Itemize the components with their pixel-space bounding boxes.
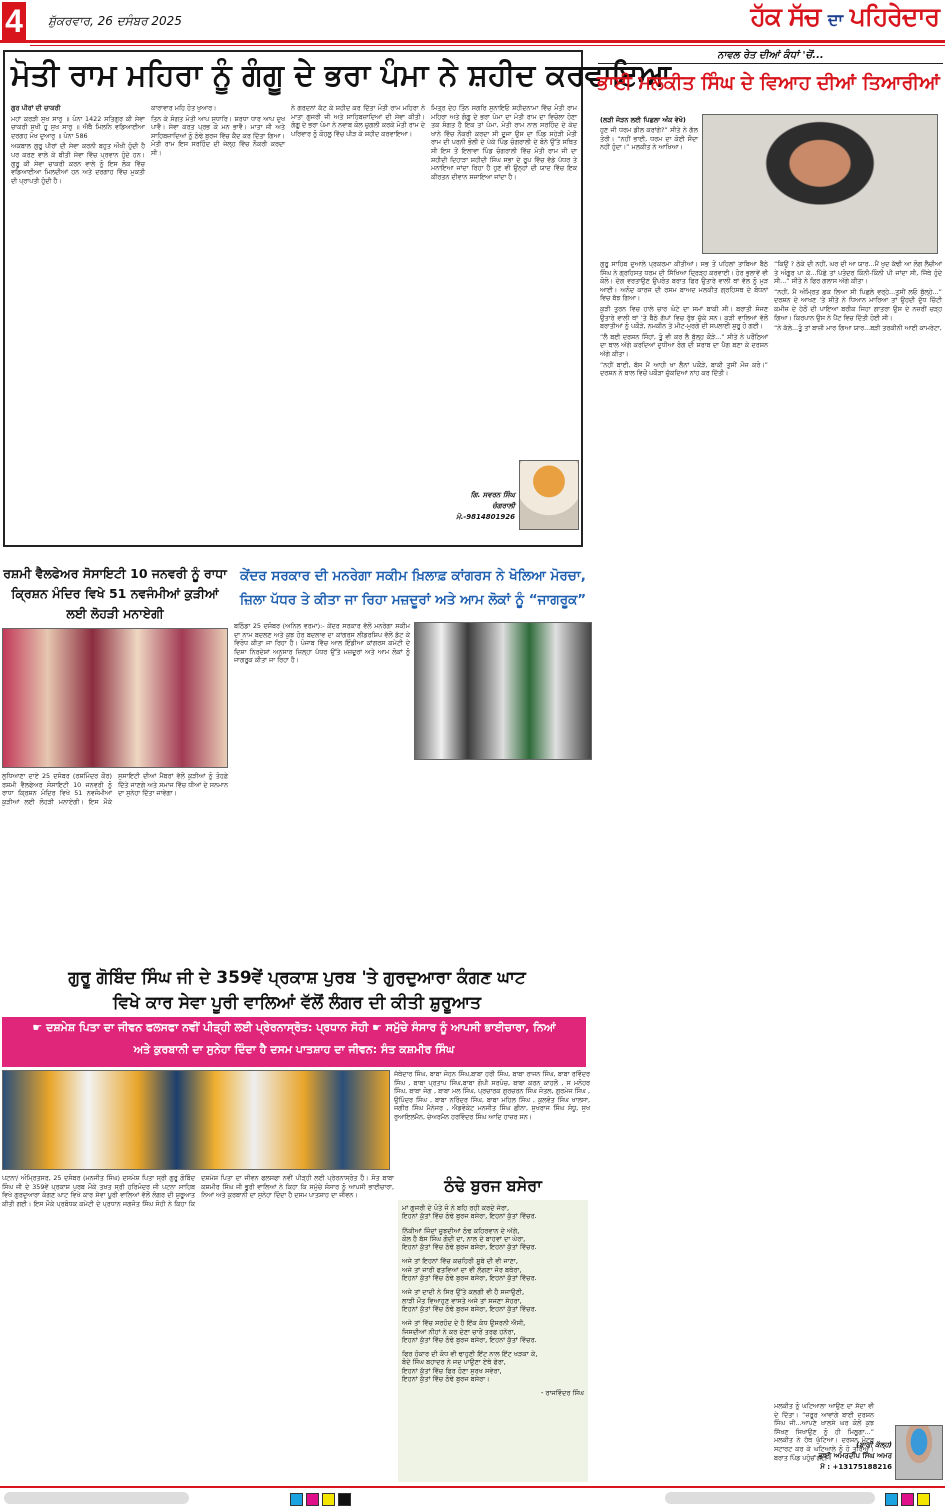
poem-line: ਨਿੱਕੀਆਂ ਜਿੰਦਾਂ ਜੂਝਦੀਆਂ ਠੰਢ ਕਹਿਰਵਾਨ ਦੇ ਅੱਗੇ, [402, 1226, 520, 1235]
poem-author: - ਰਾਜਵਿੰਦਰ ਸਿੰਘ [541, 1389, 584, 1398]
novel-byline [776, 1440, 892, 1473]
mnrega-body: ਬਠਿੰਡਾ 25 ਦਸੰਬਰ (ਅਨਿਲ ਵਰਮਾ):- ਕੇਂਦਰ ਸਰਕਾਰ ਵੱਲੋਂ ਮਨਰੇਗਾ ਸਕੀਮ ਦਾ ਨਾਮ ਬਦਲਣ ਅਤੇ ਕੁਝ ਹੋਰ ਬਦਲਾਵ ਦਾ ਕਾਂਗਰਸ ਲੀਡਰਸ਼ਿਪ ਵੱਲੋਂ ਡੱਟ ਕੇ ਵਿਰੋਧ ਕੀਤਾ ਜਾ ਰਿਹਾ ਹੈ। ਪੰਜਾਬ ਵਿੱਚ ਆਲ ਇੰਡੀਆ ਕਾਂਗਰਸ ਕਮੇਟੀ ਦੇ ਦਿਸ਼ਾ ਨਿਰਦੇਸ਼ਾਂ ਅਨੁਸਾਰ ਜ਼ਿਲ੍ਹਾ ਪੱਧਰ ਉੱਤੇ ਮਜ਼ਦੂਰਾਂ ਅਤੇ ਆਮ ਲੋਕਾਂ ਨੂੰ ਜਾਗਰੂਕ ਕੀਤਾ ਜਾ ਰਿਹਾ ਹੈ। [234, 622, 410, 665]
novel-col-1 [600, 260, 768, 1400]
gurpurab-side-text: ਜੱਥੇਦਾਰ ਸਿੰਘ, ਬਾਬਾ ਜੋਹਨ ਸਿੰਘ,ਬਾਬਾ ਹਰੀ ਸਿੰਘ, ਬਾਬਾ ਰਾਜਨ ਸਿੰਘ, ਬਾਬਾ ਰਵਿੰਦਰ ਸਿੰਘ , ਬਾਬਾ ਪ੍ਰਤਾਪ ਸਿੰਘ,ਬਾਬਾ ਗੋਪੀ ਸਰਪੰਚ, ਬਾਬਾ ਕਰਨ ਕਾਹਲੋਂ , ਸ ਮਨੋਹਰ ਸਿੰਘ, ਬਾਬਾ ਜੋਗ , ਬਾਬਾ ਮਲ ਸਿੰਘ, ਪ੍ਰਚਾਰਕ ਗੁਰਚਰਨ ਸਿੰਘ ਜੋਤਲ, ਗੁਰਮੇਜ ਸਿੰਘ , ਉਪਿੰਦਰ ਸਿੰਘ , ਬਾਬਾ ਨਰਿੰਦਰ ਸਿੰਘ, ਬਾਬਾ ਮਹਿਲ ਸਿੰਘ , ਕੁਲਵੰਤ ਸਿੰਘ ਖਾਲਸਾ, ਜਗੀਰ ਸਿੰਘ ਮੈਨੇਜਰ , ਐਡਵੋਕੇਟ ਮਨਜੀਤ ਸਿੰਘ ਛੀਨਾ, ਸੁਖਰਾਜ ਸਿੰਘ ਸੰਧੂ, ਸੁਖ ਰੁਆਇਲਮੈਨ, ਚੇਅਰਮੈਨ ਹਰਵਿੰਦਰ ਸਿੰਘ ਆਦਿ ਹਾਜ਼ਰ ਸਨ। [394, 1070, 590, 1121]
mnrega-photo [414, 622, 592, 760]
poem-line: ਕੋਲ ਹੈ ਬੱਸ ਸਿੰਘ ਗੋਦੀ ਦਾ, ਨਾਲ ਦੇ ਬਾਹਵਾਂ ਦਾ ਘੇਰਾ, [402, 1234, 526, 1243]
poem-line: ਲਾੜੀ ਮੌਤ ਵਿਆਹੁਣ ਵਾਸਤੇ ਅਜੇ ਤਾਂ ਸਜਣਾ ਸੇਹਰਾ, [402, 1296, 522, 1305]
poem-line: ਅਜੇ ਤਾਂ ਦਾਦੀ ਨੇ ਸਿਰ ਉੱਤੇ ਕਲਗੀ ਵੀ ਹੈ ਸਜਾਉਣੀ, [402, 1288, 525, 1297]
gurpurab-banner [2, 1017, 586, 1067]
poem-line: ਬੰਦੇ ਸਿੰਘ ਬਹਾਦਰ ਨੇ ਜਦ ਪਾਉਣਾ ਏਥੇ ਫੇਰਾ, [402, 1358, 506, 1367]
poem-line: ਇਹਨਾਂ ਕੁੱਤਾਂ ਵਿੱਚ ਠੰਢੇ ਬੁਰਜ ਬਸੇਰਾ, ਇਹਨਾਂ ਕੁੱਤਾਂ ਵਿੱਚਰ. [402, 1243, 537, 1252]
novel-phone: ਮੋ : +13175188216 [820, 1463, 892, 1471]
author-place: ਚੰਗਰਾਲੀ [492, 502, 515, 510]
gurpurab-headline-2: ਵਿਖੇ ਕਾਰ ਸੇਵਾ ਪੂਰੀ ਵਾਲਿਆਂ ਵੱਲੋਂ ਲੰਗਰ ਦੀ ਕੀਤੀ ਸ਼ੁਰੂਆਤ [113, 993, 481, 1013]
paragraph: ਹੁਣ ਜੀ ਧਰਮ ਡੀਲ ਕਰਾਂਗੇ?” ਸੀਤੇ ਨੇ ਗੱਲ ਤੋਰੀ। “ਨਹੀਂ ਭਾਈ, ਧਰਮ ਦਾ ਕੋਈ ਸੌਦਾ ਨਹੀਂ ਹੁੰਦਾ।” ਮਲਕੀਤ ਨੇ ਆਖਿਆ। [600, 126, 698, 152]
banner-line: ☛ ਦਸ਼ਮੇਸ਼ ਪਿਤਾ ਦਾ ਜੀਵਨ ਫਲਸਫਾ ਨਵੀਂ ਪੀੜ੍ਹੀ ਲਈ ਪ੍ਰੇਰਨਾਸ੍ਰੋਤ: ਪ੍ਰਧਾਨ ਸੋਹੀ ☛ ਸਮੁੱਚੇ ਸੰਸਾਰ ਨੂੰ ਆਪਸੀ ਭਾਈਚਾਰਾ, ਨਿਆਂ [32, 1021, 556, 1034]
paragraph: “ਨਹੀਂ ਬਾਈ, ਬੱਸ ਮੈਂ ਆਹੀ ਖਾ ਲੈਨਾਂ ਪਕੌੜੇ, ਬਾਕੀ ਤੁਸੀਂ ਮੌਜ ਕਰੋ।” ਦਰਸ਼ਨ ਨੇ ਥਾਲ ਵਿਚੋਂ ਪਕੌੜਾ ਚੁੱਕਦਿਆਂ ਨਾਂਹ ਕਰ ਦਿੱਤੀ। [600, 360, 768, 378]
novel-author-photo [895, 1425, 943, 1480]
poem-stanza [402, 1319, 584, 1344]
author-photo [519, 460, 579, 530]
magenta-swatch [306, 1493, 319, 1506]
poem-stanza [402, 1257, 584, 1282]
poem-title: ਠੰਢੇ ਬੁਰਜ ਬਸੇਰਾ [444, 1176, 542, 1195]
cyan-swatch [290, 1493, 303, 1506]
continued-note: (ਬਾਕੀ ਕੱਲ੍ਹ) [856, 1441, 892, 1449]
society-photo [2, 628, 228, 768]
gurpurab-body: ਪਟਨਾ/ ਅੰਮ੍ਰਿਤਸਰ, 25 ਦਸੰਬਰ (ਮਨਜੀਤ ਸਿੰਘ) ਦਸਮੇਸ਼ ਪਿਤਾ ਸ੍ਰੀ ਗੁਰੂ ਗੋਬਿੰਦ ਸਿੰਘ ਜੀ ਦੇ 359ਵੇਂ ਪ੍ਰਕਾਸ਼ ਪੁਰਬ ਮੌਕੇ ਤਖ਼ਤ ਸ੍ਰੀ ਹਰਿਮੰਦਰ ਜੀ ਪਟਨਾ ਸਾਹਿਬ ਵਿਖੇ ਗੁਰਦੁਆਰਾ ਕੰਗਣ ਘਾਟ ਵਿਖੇ ਕਾਰ ਸੇਵਾ ਪੂਰੀ ਵਾਲਿਆਂ ਵੱਲੋਂ ਲੰਗਰ ਦੀ ਸ਼ੁਰੂਆਤ ਕੀਤੀ ਗਈ। ਇਸ ਮੌਕੇ ਪ੍ਰਬੰਧਕ ਕਮੇਟੀ ਦੇ ਪ੍ਰਧਾਨ ਜਗਜੋਤ ਸਿੰਘ ਸੋਹੀ ਨੇ ਕਿਹਾ ਕਿ ਦਸ਼ਮੇਸ਼ ਪਿਤਾ ਦਾ ਜੀਵਨ ਫਲਸਫਾ ਨਵੀਂ ਪੀੜ੍ਹੀ ਲਈ ਪ੍ਰੇਰਨਾਸ੍ਰੋਤ ਹੈ। ਸੰਤ ਬਾਬਾ ਕਸ਼ਮੀਰ ਸਿੰਘ ਜੀ ਭੂਰੀ ਵਾਲਿਆਂ ਨੇ ਕਿਹਾ ਕਿ ਸਮੁੱਚੇ ਸੰਸਾਰ ਨੂੰ ਆਪਸੀ ਭਾਈਚਾਰਾ, ਨਿਆਂ ਅਤੇ ਕੁਰਬਾਨੀ ਦਾ ਸੁਨੇਹਾ ਦਿੰਦਾ ਹੈ ਦਸਮ ਪਾਤਸ਼ਾਹ ਦਾ ਜੀਵਨ। [2, 1174, 394, 1208]
poem-stanza [402, 1227, 584, 1252]
paragraph: ਗੁਰ ਪੀਰਾਂ ਦੀ ਚਾਕਰੀ [11, 104, 61, 112]
main-author [435, 490, 515, 523]
main-col-2 [151, 104, 285, 542]
yellow-swatch [322, 1493, 335, 1506]
paragraph: ਮਿਤ੍ਰ ਦੇਹ ਤਿੰਨ ਸਗਰਿ ਸੁਨਾਇਓ ਸ਼ਹੀਦਨਾਮਾ ਵਿੱਚ ਮੋਤੀ ਰਾਮ ਮਹਿਰਾ ਅਤੇ ਗੰਗੂ ਦੇ ਭਰਾ ਪੰਮਾ ਦਾ ਮੋਤੀ ਰਾਮ ਦਾ ਵਿਚੋਲਾ ਹੋਣਾ ਤਕ ਸੰਗਤ ਹੈ ਇਕ ਤਾਂ ਪੰਮਾ, ਮੋਤੀ ਰਾਮ ਨਾਲ ਸਰਹਿੰਦ ਦੇ ਕੇਦ ਖਾਨੇ ਵਿੱਚ ਨੌਕਰੀ ਕਰਦਾ ਸੀ ਦੂਜਾ ਉਸ ਦਾ ਪਿੰਡ ਸਹੇੜੀ ਮੋਤੀ ਰਾਮ ਦੀ ਪਰਨੀ ਭੋਲੀ ਦੇ ਪੇਕੇ ਪਿੰਡ ਚੰਗਰਾਲੀ ਦੇ ਬੰਨੇ ਉੱਤੇ ਸਥਿਤ ਸੀ ਇਸ ਤੋਂ ਇਲਾਵਾ ਪਿੰਡ ਚੰਗਰਾਲੀ ਵਿੱਚ ਮੋਤੀ ਰਾਮ ਜੀ ਦਾ ਸ਼ਹੀਦੀ ਦਿਹਾੜਾ ਸ਼ਹੀਦੀ ਸਿੰਘ ਸਭਾ ਦੇ ਰੂਪ ਵਿੱਚ ਵੱਡੇ ਪੱਧਰ ਤੇ ਮਨਾਇਆ ਜਾਂਦਾ ਰਿਹਾ ਹੈ ਹੁਣ ਵੀ ਉਨ੍ਹਾਂ ਦੀ ਯਾਦ ਵਿੱਚ ਇਕ ਕੀਰਤਨ ਦੀਵਾਨ ਸਜਾਇਆ ਜਾਂਦਾ ਹੈ। [431, 104, 577, 181]
paragraph: “ਲੈ ਬਈ ਦਰਸ਼ਨ ਸਿੰਹਾਂ, ਤੂੰ ਵੀ ਕਰ ਲੈ ਬੁੱਲ੍ਹ ਕੌੜੇ...” ਸੀਤੇ ਨੇ ਪਰੌਂਠਿਆਂ ਦਾ ਥਾਲ ਅੱਗੇ ਕਰਦਿਆਂ ਦੁਧੀਆ ਰੰਗ ਦੀ ਸ਼ਰਾਬ ਦਾ ਪੈਗ ਬਣਾ ਕੇ ਦਰਸ਼ਨ ਅੱਗੇ ਕੀਤਾ। [600, 332, 768, 358]
novel-author: - ਭਾਈ ਅਮਰਦੀਪ ਸਿੰਘ ਅਮਰ [813, 1452, 892, 1460]
header-rule-thin [30, 45, 945, 46]
novel-text-side [600, 126, 698, 256]
logo-part3: ਪਹਿਰੇਦਾਰ [849, 2, 939, 31]
issue-date: ਸ਼ੁੱਕਰਵਾਰ, 26 ਦਸੰਬਰ 2025 [48, 14, 182, 28]
poem-line: ਅਜੇ ਤਾਂ ਇਹਨਾਂ ਵਿੱਚ ਕਚਹਿਰੀ ਸੂਬੇ ਦੀ ਵੀ ਜਾਣਾ, [402, 1257, 518, 1266]
poem-line: ਇਹਨਾਂ ਕੁੱਤਾਂ ਵਿੱਚ ਫਿਰ ਹੋਣਾ ਸੁਰਖ ਸਵੇਰਾ, [402, 1366, 502, 1375]
cyan-swatch [885, 1493, 898, 1506]
gurpurab-headline-1: ਗੁਰੂ ਗੋਬਿੰਦ ਸਿੰਘ ਜੀ ਦੇ 359ਵੇਂ ਪ੍ਰਕਾਸ਼ ਪੁਰਬ 'ਤੇ ਗੁਰਦੁਆਰਾ ਕੰਗਣ ਘਾਟ [68, 968, 526, 988]
mnrega-headline: ਕੇਂਦਰ ਸਰਕਾਰ ਦੀ ਮਨਰੇਗਾ ਸਕੀਮ ਖ਼ਿਲਾਫ਼ ਕਾਂਗਰਸ ਨੇ ਖੋਲਿਆ ਮੋਰਚਾ, ਜ਼ਿਲਾ ਪੱਧਰ ਤੇ ਕੀਤਾ ਜਾ ਰਿਹਾ ਮਜ਼ਦੂਰਾਂ ਅਤੇ ਆਮ ਲੋਕਾਂ ਨੂੰ “ਜਾਗਰੂਕ” [239, 568, 587, 608]
poem-stanza [402, 1350, 584, 1383]
paragraph: “ਕਿਉਂ ? ਠੇਕੇ ਦੀ ਨਹੀਂ, ਘਰ ਦੀ ਆ ਯਾਰ...ਮੈਂ ਖੁਦ ਕੱਢੀ ਆ ਲੋਗ ਲੈਚੀਆਂ ਤੇ ਅੰਗੂਰ ਪਾ ਕੇ...ਪਿੱਛੇ ਤਾਂ ਪਤੰਦਰ ਕਿੰਨੀ-ਕਿੰਨੀ ਪੀ ਜਾਂਦਾ ਸੀ, ਜਿੱਥੇ ਹੁੰਦੇ ਸੀ...” ਸੀਤੇ ਨੇ ਫਿਰ ਗਲਾਸ ਅੱਗੇ ਕੀਤਾ। [774, 260, 942, 286]
novel-prev-note: (ਲੜੀ ਜੋੜਨ ਲਈ ਪਿਛਲਾ ਅੰਕ ਵੇਖੋ) [600, 116, 686, 124]
paragraph: ਅਕਬਾਲ ਗੁਰੂ ਪੀਰਾਂ ਦੀ ਸੇਵਾ ਕਰਨੀ ਬਹੁਤ ਔਖੀ ਹੁੰਦੀ ਹੈ ਪਰ ਕਰਣ ਵਾਲੇ ਕੇ ਬੀਤੀ ਸੇਵਾ ਵਿੱਚ ਪ੍ਰਵਾਨ ਹੁੰਦੇ ਹਨ। ਗੁਰੂ ਕੀ ਸੇਵਾ ਚਾਕਰੀ ਕਰਨ ਵਾਲੇ ਨੂੰ ਇਸ ਲੋਕ ਵਿੱਚ ਵਡਿਆਈਆ ਮਿਲਦੀਆਂ ਹਨ ਅਤੇ ਦਰਗਾਹ ਵਿੱਚ ਮੁਕਤੀ ਦੀ ਪ੍ਰਾਪਤੀ ਹੁੰਦੀ ਹੈ। [11, 142, 145, 185]
paragraph: “ਨਹੀਂ, ਮੈਂ ਅੰਮ੍ਰਿਤ ਛਕ ਲਿਆ ਸੀ ਪਿਛਲੇ ਵਰ੍ਹੇ...ਤੁਸੀਂ ਲਓ ਬੁੱਲ੍ਹੇ...” ਦਰਸ਼ਨ ਦੇ ਆਖਣ 'ਤੇ ਸੀਤੇ ਨੇ ਧਿਆਨ ਮਾਰਿਆ ਤਾਂ ਉਹਦੀ ਦੁੱਧ ਚਿੱਟੀ ਕਮੀਜ਼ ਦੇ ਹੇਠੋਂ ਦੀ ਪਾਇਆ ਬਰੀਕ ਜਿਹਾ ਗਾਤਰਾ ਉਸ ਦੇ ਨਜ਼ਰੀਂ ਚੜ੍ਹ ਗਿਆ। ਕਿਰਪਾਨ ਉਸ ਨੇ ਪੈਂਟ ਵਿਚ ਦਿੱਤੀ ਹੋਈ ਸੀ। [774, 287, 942, 322]
paragraph: ਮਹਾਂ ਕਰੜੀ ਸੁਖ ਸਾਰੁ ॥ ਪੰਨਾ 1422 ਸਤਿਗੁਰ ਕੀ ਸੇਵਾ ਚਾਕਰੀ ਸੁਖੀ ਹੂ ਸੁਖ ਸਾਰੁ ॥ ਐਥੈ ਮਿਲਨਿ ਵਡਿਆਈਆ ਦਰਗਹ ਮੋਖ ਦੁਆਰੁ ॥ ਪੰਨਾ 586 [11, 114, 145, 140]
author-phone: ਮੋ.-9814801926 [456, 513, 515, 521]
poem-stanza [402, 1204, 584, 1221]
footer-bar [4, 1492, 189, 1504]
novel-kicker: ਨਾਵਲ ਰੇਤ ਦੀਆਂ ਕੰਧਾਂ 'ਚੋਂ... [598, 50, 943, 64]
paragraph: ਕੁੜੀ ਤੁਰਨ ਵਿਚ ਹਾਲੇ ਚਾਰ ਘੰਟੇ ਦਾ ਸਮਾਂ ਬਾਕੀ ਸੀ। ਬਰਾਤੀ ਸੰਜਣ ਉਤਾਰੇ ਵਾਲੀ ਥਾਂ 'ਤੇ ਬੈਠੇ ਗੱਪਾਂ ਵਿਚ ਰੁੱਝ ਚੁੱਕੇ ਸਨ। ਕੁੜੀ ਵਾਲਿਆਂ ਵੱਲੋਂ ਬਰਾਤੀਆਂ ਨੂੰ ਪਕੌੜੇ, ਨਮਕੀਨ ਤੇ ਮੀਟ-ਮੁਰਗੇ ਦੀ ਸਪਲਾਈ ਸ਼ੁਰੂ ਹੋ ਗਈ। [600, 304, 768, 331]
paragraph: “ਨੇ ਕੱਲੇ...ਤੂੰ ਤਾਂ ਬਾਜ਼ੀ ਮਾਰ ਗਿਆ ਯਾਰ...ਬੜੀ ਤਰਕੀਨੀ ਆਈ ਕਾਮਰੇਟਾ, [774, 324, 942, 333]
poem-line: ਇਹਨਾਂ ਕੁੱਤਾਂ ਵਿੱਚ ਠੰਢੇ ਬੁਰਜ ਬਸੇਰਾ। [402, 1375, 490, 1384]
footer-rule [0, 1486, 945, 1488]
main-col-4 [431, 104, 577, 460]
society-body: ਲੁਧਿਆਣਾ ਦਾਏ 25 ਦਸੰਬਰ (ਰਸ਼ਮਿੰਦਰ ਕੌਰ) ਰਸ਼ਮੀ ਵੈਲਫੇਅਰ ਸੋਸਾਇਟੀ 10 ਜਨਵਰੀ ਨੂੰ ਰਾਧਾ ਕ੍ਰਿਸ਼ਨ ਮੰਦਿਰ ਵਿਖੇ 51 ਨਵਜੰਮੀਆਂ ਕੁੜੀਆਂ ਲਈ ਲੋਹੜੀ ਮਨਾਏਗੀ। ਇਸ ਮੌਕੇ ਸੁਸਾਇਟੀ ਦੀਆਂ ਮੈਂਬਰਾਂ ਵੱਲੋਂ ਕੁੜੀਆਂ ਨੂੰ ਤੋਹਫ਼ੇ ਦਿੱਤੇ ਜਾਣਗੇ ਅਤੇ ਸਮਾਜ ਵਿੱਚ ਧੀਆਂ ਦੇ ਸਨਮਾਨ ਦਾ ਸੁਨੇਹਾ ਦਿੱਤਾ ਜਾਵੇਗਾ। [2, 772, 228, 806]
novel-photo [702, 114, 938, 254]
paragraph: ਤਿਨ ਕੇ ਸੰਗਤ ਮੋਤੀ ਆਪ ਸੁਧਾਰਿ। ਸ਼ਰਧਾ ਧਾਰ ਆਪ ਦੁਖ ਪਾਵੈ। ਸੇਵਾ ਕਰਤ ਪ੍ਰਭ ਕੋ ਮਨ ਭਾਵੈ। ਮਾਤਾ ਜੀ ਅਤੇ ਸਾਹਿਬਜ਼ਾਦਿਆਂ ਨੂੰ ਠੰਢੇ ਬੁਰਜ ਵਿੱਚ ਕੈਦ ਕਰ ਦਿੱਤਾ ਗਿਆ। ਮੋਤੀ ਰਾਮ ਇਸ ਸਰਹਿੰਦ ਦੀ ਜੇਲ੍ਹ ਵਿੱਚ ਨੌਕਰੀ ਕਰਦਾ ਸੀ। [151, 114, 285, 157]
black-swatch [338, 1493, 351, 1506]
mnrega-body-cont [414, 764, 592, 960]
paragraph: ਨੇ ਗਰਦਨਾਂ ਕੱਟ ਕੇ ਸ਼ਹੀਦ ਕਰ ਦਿੱਤਾ ਮੋਤੀ ਰਾਮ ਮਹਿਰਾ ਨੇ ਮਾਤਾ ਗੁਜਰੀ ਜੀ ਅਤੇ ਸਾਹਿਬਜ਼ਾਦਿਆਂ ਦੀ ਸੇਵਾ ਕੀਤੀ। ਗੰਗੂ ਦੇ ਭਰਾ ਪੰਮਾ ਨੇ ਨਵਾਬ ਕੋਲ ਚੁਗਲੀ ਕਰਕੇ ਮੋਤੀ ਰਾਮ ਦੇ ਪਰਿਵਾਰ ਨੂੰ ਕੋਹਲੂ ਵਿੱਚ ਪੀੜ ਕੇ ਸ਼ਹੀਦ ਕਰਵਾਇਆ। [291, 104, 425, 138]
footer-bar [665, 1492, 875, 1504]
banner-line: ਅਤੇ ਕੁਰਬਾਨੀ ਦਾ ਸੁਨੇਹਾ ਦਿੰਦਾ ਹੈ ਦਸਮ ਪਾਤਸ਼ਾਹ ਦਾ ਜੀਵਨ: ਸੰਤ ਕਸ਼ਮੀਰ ਸਿੰਘ [133, 1043, 455, 1056]
newspaper-logo [751, 2, 939, 32]
poem-line: ਫਿਰ ਹੰਕਾਰ ਦੀ ਕੰਧ ਵੀ ਢਾਹੁਣੀ ਇੱਟ ਨਾਲ ਇੱਟ ਖੜਕਾ ਕੇ, [402, 1350, 538, 1359]
main-col-1 [11, 104, 145, 542]
gurpurab-photo [2, 1070, 390, 1170]
poem-line: ਇਹਨਾਂ ਕੁੱਤਾਂ ਵਿੱਚ ਠੰਢੇ ਬੁਰਜ ਬਸੇਰਾ, ਇਹਨਾਂ ਕੁੱਤਾਂ ਵਿੱਚਰ. [402, 1274, 537, 1283]
paragraph: ਕਾਰਾਵਾਰ ਮਹਿ ਹੋਤ ਖੁਆਰ। [151, 104, 217, 112]
color-registration-marks [290, 1491, 354, 1510]
paragraph: ਮਲਕੀਤ ਨੂੰ ਘਟਿਆਲਾ ਆਉਣ ਦਾ ਸੱਦਾ ਵੀ ਦੇ ਦਿੱਤਾ। “ਜ਼ਰੂਰ ਆਵਾਂਗੇ ਬਾਈ ਦਰਸ਼ਨ ਸਿੰਘ ਜੀ...ਆਪਣੇ ਖ਼ਾਲਸੇ ਘਰ ਕੋਲੋਂ ਕੁਝ ਸਿੱਖਣ ਸਿਖਾਉਣ ਨੂੰ ਹੀ ਮਿਲੂਗਾ...” ਮਲਕੀਤ ਨੇ ਹੱਥ ਘੁੱਟਿਆ। ਦਰਸ਼ਨ ਮੋਟਰ ਸਟਾਰਟ ਕਰ ਕੇ ਘਟਿਆਲੇ ਨੂੰ ਹੋ ਤੁਰਿਆ। ਬਰਾਤ ਪਿੰਡ ਪਹੁੰਚ ਗਈ। [774, 1402, 874, 1462]
page-number: 4 [2, 2, 26, 40]
poem-line: ਅਜੇ ਤਾਂ ਜਾਰੀ ਫਤਵਿਆਂ ਦਾ ਵੀ ਲੱਗਣਾ ਜੋਰ ਬਥੇਰਾ, [402, 1265, 522, 1274]
poem-line: ਇਹਨਾਂ ਕੁੱਤਾਂ ਵਿੱਚ ਠੰਢੇ ਬੁਰਜ ਬਸੇਰਾ, ਇਹਨਾਂ ਕੁੱਤਾਂ ਵਿੱਚਰ. [402, 1335, 537, 1344]
main-headline: ਮੋਤੀ ਰਾਮ ਮਹਿਰਾ ਨੂੰ ਗੰਗੂ ਦੇ ਭਰਾ ਪੰਮਾ ਨੇ ਸ਼ਹੀਦ ਕਰਵਾਇਆ [11, 58, 671, 93]
poem-body [398, 1200, 588, 1482]
poem-stanzas [402, 1204, 584, 1383]
poem-line: ਇਹਨਾਂ ਕੁੱਤਾਂ ਵਿੱਚ ਠੰਢੇ ਬੁਰਜ ਬਸੇਰਾ, ਇਹਨਾਂ ਕੁੱਤਾਂ ਵਿੱਚਰ. [402, 1304, 537, 1313]
poem-line: ਇਹਨਾਂ ਕੁੱਤਾਂ ਵਿੱਚ ਠੰਢੇ ਬੁਰਜ ਬਸੇਰਾ, ਇਹਨਾਂ ਕੁੱਤਾਂ ਵਿੱਚਰ. [402, 1212, 537, 1221]
paragraph: ਗੁਰੂ ਸਾਹਿਬ ਦੁਆਲੇ ਪ੍ਰਕਰਮਾ ਕੀਤੀਆਂ। ਸਭ ਤੋਂ ਪਹਿਲਾਂ ਤਾਬਿਆ ਬੈਠੇ ਸਿੰਘ ਨੇ ਗ੍ਰਹਿਸਤ ਧਰਮ ਦੀ ਸਿੱਖਿਆ ਦ੍ਰਿੜ੍ਹ ਕਰਵਾਈ। ਹੋਰ ਭੁਲਾਵੇਂ ਵੀ ਕੋਲੋ। ਦੇਗ ਵਰਤਾਉਣ ਉਪਰੰਤ ਬਰਾਤ ਫਿਰ ਉਤਾਰੇ ਵਾਲੀ ਥਾਂ ਵੱਲ ਨੂੰ ਮੁੜ ਆਈ। ਅਨੰਦ ਕਾਰਜ ਦੀ ਰਸਮ ਬਾਅਦ ਮਲਕੀਤ ਗ੍ਰਹਿਸਥ ਦੇ ਬੰਧਨਾਂ ਵਿਚ ਬੱਝ ਗਿਆ। [600, 260, 768, 303]
header-rule [0, 40, 945, 43]
logo-part2: ਦਾ [827, 10, 843, 29]
poem-line: ਮਾਂ ਗੁਜਰੀ ਦੇ ਪੋਤੇ ਜੋ ਨੇ ਬਹਿ ਰਹੀ ਕਰਦੇ ਜੇਰਾ, [402, 1204, 510, 1212]
author-name: ਗਿ. ਸਵਰਨ ਸਿੰਘ [470, 491, 515, 499]
novel-headline: ਭਾਈ ਮਲਕੀਤ ਸਿੰਘ ਦੇ ਵਿਆਹ ਦੀਆਂ ਤਿਆਰੀਆਂ [597, 72, 940, 94]
logo-part1: ਹੱਕ ਸੱਚ [750, 2, 821, 31]
poem-line: ਜਿਸਦੀਆਂ ਨੀਹਾਂ ਨੇ ਕਰ ਦੇਣਾ ਚਾਰੋਂ ਤਰਫ ਹਨੇਰਾ, [402, 1327, 516, 1336]
society-headline: ਰਸ਼ਮੀ ਵੈਲਫੇਅਰ ਸੋਸਾਇਟੀ 10 ਜਨਵਰੀ ਨੂੰ ਰਾਧਾ ਕ੍ਰਿਸ਼ਨ ਮੰਦਿਰ ਵਿਖੇ 51 ਨਵਜੰਮੀਆਂ ਕੁੜੀਆਂ ਲਈ ਲੋਹੜੀ ਮਨਾਏਗੀ [3, 566, 227, 621]
poem-line: ਅਜੇ ਤਾਂ ਵਿੱਚ ਸਰਹੰਦ ਦੇ ਹੈ ਇੱਕ ਕੰਧ ਉਸਰਨੀ ਐਸੀ, [402, 1319, 526, 1328]
yellow-swatch [917, 1493, 930, 1506]
novel-col-2 [774, 260, 942, 1400]
poem-stanza [402, 1288, 584, 1313]
society-story [2, 564, 228, 960]
color-registration-marks [885, 1491, 933, 1510]
main-col-3 [291, 104, 425, 542]
magenta-swatch [901, 1493, 914, 1506]
